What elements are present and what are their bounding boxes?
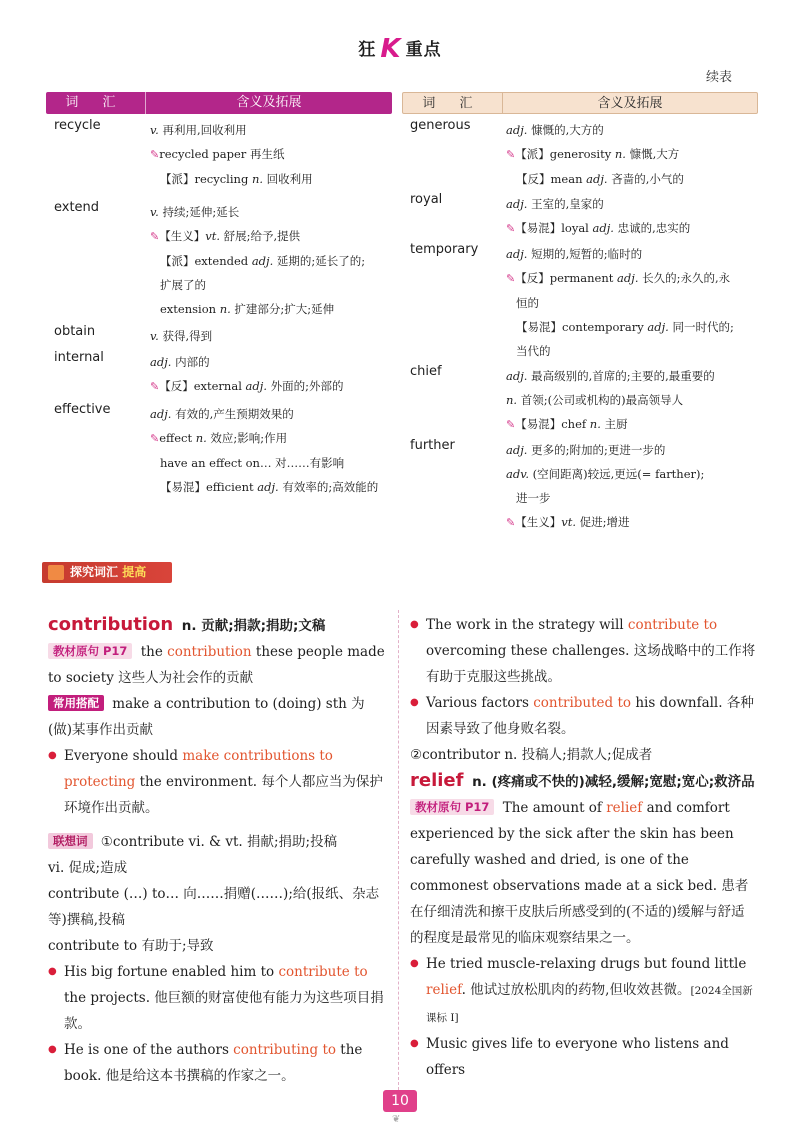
part-of-speech: adj. <box>150 355 172 369</box>
definition-text: 【反】permanent <box>515 271 618 285</box>
table-header <box>46 92 392 114</box>
text: His big fortune enabled him to <box>64 964 279 980</box>
definition-line <box>506 142 758 167</box>
definition-line <box>506 315 758 339</box>
definition-text: 【易混】chef <box>515 417 590 431</box>
definition-line <box>506 242 758 266</box>
vocab-word: recycle <box>54 118 101 133</box>
headword-line <box>410 768 756 795</box>
definition-text: 【易混】loyal <box>515 221 593 235</box>
related-line: ②contributor n. 投稿人;捐款人;促成者 <box>410 747 653 763</box>
page-number: 10 <box>383 1090 417 1112</box>
definition-text: 内部的 <box>171 355 210 369</box>
definition-text: 最高级别的,首席的;主要的,最重要的 <box>527 369 715 383</box>
definition-line <box>506 266 758 291</box>
continued-label: 续表 <box>705 70 732 85</box>
part-of-speech: adj. <box>257 480 279 494</box>
text: the projects. 他巨额的财富使他有能力为这些项目捐款。 <box>64 990 384 1032</box>
text: these people made to society 这些人为社会作的贡献 <box>48 644 385 686</box>
part-of-speech: vt. <box>205 229 220 243</box>
definition-text: 慷慨,大方 <box>625 147 680 161</box>
right-column <box>410 612 756 1083</box>
example-sentence: ● Music gives life to everyone who listens and offers <box>410 1031 756 1083</box>
vocab-word: temporary <box>410 242 479 257</box>
definition-text: 【反】external <box>159 379 246 393</box>
definition-text: 再利用,回收利用 <box>158 123 247 137</box>
part-of-speech: n. <box>219 302 231 316</box>
definition-text: 【派】extended <box>160 254 252 268</box>
headword-definition: n. 贡献;捐款;捐助;文稿 <box>181 618 326 634</box>
text: overcoming these challenges. 这场战略中的工作将有助于克服这些挑战。 <box>426 643 756 685</box>
highlight: relief <box>426 982 462 998</box>
definition-text: 持续;延伸;延长 <box>158 205 240 219</box>
definition-line <box>150 142 392 167</box>
part-of-speech: adv. <box>506 467 530 481</box>
definition-text: effect <box>159 431 196 445</box>
definition-line <box>150 475 392 499</box>
part-of-speech: adj. <box>150 407 172 421</box>
source-sentence <box>48 639 388 691</box>
definition-text: 【派】recycling <box>160 172 252 186</box>
definition-text: 舒展;给予,提供 <box>220 229 301 243</box>
pen-icon: ✎ <box>506 222 516 235</box>
collocation <box>48 691 388 743</box>
vocab-definitions <box>150 118 392 191</box>
headword: contribution <box>48 614 174 635</box>
definition-line <box>506 462 758 486</box>
vocab-definitions <box>506 364 758 437</box>
highlight: contribute to <box>627 617 718 633</box>
definition-line <box>506 291 758 315</box>
text: Everyone should <box>64 748 183 764</box>
definition-text: 【易混】efficient <box>160 480 258 494</box>
highlight: make contributions to protecting <box>64 748 333 790</box>
definition-text: 王室的,皇家的 <box>527 197 604 211</box>
definition-text: extension <box>160 302 220 316</box>
col-word-header: 词 汇 <box>403 93 503 113</box>
part-of-speech: n. <box>195 431 207 445</box>
vocab-word: extend <box>54 200 100 215</box>
definition-line <box>150 249 392 273</box>
definition-line <box>506 167 758 191</box>
definition-text: 主厨 <box>600 417 628 431</box>
text: the book. 他是给这本书撰稿的作家之一。 <box>64 1042 363 1084</box>
part-of-speech: n. <box>589 417 601 431</box>
definition-line <box>150 200 392 224</box>
part-of-speech: v. <box>150 123 159 137</box>
part-of-speech: adj. <box>506 123 528 137</box>
definition-text: 忠诚的,忠实的 <box>613 221 691 235</box>
definition-line <box>150 167 392 191</box>
part-of-speech: n. <box>506 393 518 407</box>
headword-line <box>48 612 388 639</box>
pen-icon: ✎ <box>506 516 516 529</box>
text: his downfall. 各种因素导致了他身败名裂。 <box>426 695 754 737</box>
definition-text: 外面的;外部的 <box>266 379 344 393</box>
column-divider <box>398 610 399 1090</box>
definition-line <box>506 118 758 142</box>
vocab-table-left <box>46 92 392 494</box>
definition-text: 扩建部分;扩大;延伸 <box>230 302 335 316</box>
definition-text: 更多的;附加的;更进一步的 <box>527 443 666 457</box>
definition-text: have an effect on… 对……有影响 <box>160 456 345 470</box>
text: make a contribution to (doing) sth 为(做)某事作出贡献 <box>48 696 365 738</box>
vocab-word: chief <box>410 364 442 379</box>
vocab-definitions <box>506 118 758 191</box>
definition-text: (空间距离)较远,更远(= farther); <box>529 467 705 481</box>
part-of-speech: n. <box>251 172 264 186</box>
text: the <box>136 644 168 660</box>
section-label-highlight: 提高 <box>122 565 147 579</box>
text: He tried muscle-relaxing drugs but found little <box>426 956 747 972</box>
related-tag: 联想词 <box>48 833 93 849</box>
text: He is one of the authors <box>64 1042 234 1058</box>
part-of-speech: adj. <box>506 369 528 383</box>
bird-ornament-icon: ❦ <box>392 1114 401 1125</box>
text: ①contribute vi. & vt. 捐献;捐助;投稿 <box>96 834 338 850</box>
definition-text: 有效的,产生预期效果的 <box>171 407 294 421</box>
vocab-word: royal <box>410 192 443 207</box>
definition-line <box>150 224 392 249</box>
definition-text: 进一步 <box>516 491 551 505</box>
example-sentence <box>410 951 756 1031</box>
vocab-word: generous <box>410 118 471 133</box>
definition-text: 同一时代的; <box>668 320 734 334</box>
pen-icon: ✎ <box>150 148 160 161</box>
part-of-speech: adj. <box>586 172 608 186</box>
definition-line <box>150 324 392 348</box>
col-meaning-header: 含义及拓展 <box>236 95 302 110</box>
part-of-speech: adj. <box>647 320 669 334</box>
definition-line <box>506 510 758 535</box>
related-line: vi. 促成;造成 <box>48 860 128 876</box>
definition-text: 有效率的;高效能的 <box>278 480 379 494</box>
part-of-speech: adj. <box>506 197 528 211</box>
text: The work in the strategy will <box>426 617 628 633</box>
part-of-speech: n. <box>614 147 626 161</box>
part-of-speech: adj. <box>245 379 267 393</box>
page-header <box>0 32 800 62</box>
definition-text: 恒的 <box>516 296 539 310</box>
definition-text: 短期的,短暂的;临时的 <box>527 247 643 261</box>
definition-line <box>506 412 758 437</box>
definition-text: 【易混】contemporary <box>516 320 648 334</box>
left-column <box>48 612 388 1089</box>
highlight: relief <box>606 800 643 816</box>
pen-icon: ✎ <box>506 418 516 431</box>
related-line: contribute to 有助于;导致 <box>48 938 214 954</box>
definition-text: 获得,得到 <box>158 329 213 343</box>
table-header <box>402 92 758 114</box>
vocab-definitions <box>150 200 392 321</box>
example-sentence <box>48 743 388 821</box>
header-left: 狂 <box>358 40 377 60</box>
example-sentence <box>410 690 756 742</box>
definition-line <box>150 402 392 426</box>
definition-line <box>506 364 758 388</box>
vocab-definitions <box>150 350 392 399</box>
related-words <box>48 829 388 855</box>
text: . 他试过放松肌肉的药物,但收效甚微。 <box>461 982 691 998</box>
definition-text: 当代的 <box>516 344 551 358</box>
headword: relief <box>410 770 464 791</box>
pen-icon: ✎ <box>506 272 516 285</box>
highlight: contribution <box>167 644 252 660</box>
definition-text: recycled paper 再生纸 <box>159 147 285 161</box>
vocab-table-right <box>402 92 758 529</box>
definition-line <box>150 426 392 451</box>
col-meaning-header: 含义及拓展 <box>597 96 663 111</box>
definition-text: 【反】mean <box>516 172 587 186</box>
vocab-definitions <box>506 242 758 363</box>
part-of-speech: v. <box>150 329 159 343</box>
definition-text: 首领;(公司或机构的)最高领导人 <box>517 393 684 407</box>
vocab-word: internal <box>54 350 104 365</box>
pen-icon: ✎ <box>506 148 516 161</box>
text: Various factors <box>426 695 534 711</box>
example-sentence <box>48 1037 388 1089</box>
definition-line <box>150 350 392 374</box>
vocab-definitions <box>506 438 758 535</box>
related-line: contribute (…) to… 向……捐赠(……);给(报纸、杂志等)撰稿,投稿 <box>48 886 380 928</box>
pen-icon: ✎ <box>150 432 160 445</box>
definition-line <box>506 339 758 363</box>
definition-text: 效应;影响;作用 <box>206 431 288 445</box>
book-icon <box>48 565 64 580</box>
collocation-tag: 常用搭配 <box>48 695 104 711</box>
part-of-speech: vt. <box>561 515 576 529</box>
text: and comfort experienced by the sick after the skin has been carefully washed and dried, is one of the commonest observations made at a sick bed. 患者在仔细清洗和擦干皮肤后所感受到的(不适的)缓解与舒适的程度是最常见的临床观察结果之一。 <box>410 800 749 946</box>
exam-source: [2024全国新课标 I] <box>426 985 753 1024</box>
part-of-speech: adj. <box>506 443 528 457</box>
highlight: contribute to <box>278 964 368 980</box>
example-sentence <box>410 612 756 690</box>
definition-text: 延期的;延长了的; <box>273 254 366 268</box>
definition-line <box>506 438 758 462</box>
part-of-speech: v. <box>150 205 159 219</box>
part-of-speech: adj. <box>251 254 274 268</box>
definition-text: 吝啬的,小气的 <box>607 172 684 186</box>
vocab-word: further <box>410 438 455 453</box>
vocab-word: obtain <box>54 324 96 339</box>
definition-text: 长久的;永久的,永 <box>638 271 731 285</box>
definition-line <box>150 297 392 321</box>
col-word-header: 词 汇 <box>46 92 146 114</box>
highlight: contributing to <box>233 1042 337 1058</box>
highlight: contributed to <box>533 695 632 711</box>
vocab-definitions <box>150 324 392 348</box>
header-right: 重点 <box>405 40 442 60</box>
source-sentence <box>410 795 756 951</box>
definition-line <box>506 192 758 216</box>
pen-icon: ✎ <box>150 230 160 243</box>
definition-text: 扩展了的 <box>160 278 206 292</box>
definition-line <box>506 388 758 412</box>
section-label-text: 探究词汇 <box>70 565 123 579</box>
part-of-speech: adj. <box>506 247 528 261</box>
definition-text: 【生义】 <box>159 229 206 243</box>
headword-definition: n. (疼痛或不快的)减轻,缓解;宽慰;宽心;救济品 <box>472 774 755 790</box>
part-of-speech: adj. <box>592 221 614 235</box>
part-of-speech: adj. <box>617 271 639 285</box>
pen-icon: ✎ <box>150 380 160 393</box>
example-sentence <box>48 959 388 1037</box>
vocab-word: effective <box>54 402 111 417</box>
definition-line <box>506 216 758 241</box>
definition-text: 促进;增进 <box>576 515 630 529</box>
definition-text: 回收利用 <box>263 172 313 186</box>
text: the environment. 每个人都应当为保护环境作出贡献。 <box>64 774 383 816</box>
definition-text: 慷慨的,大方的 <box>527 123 604 137</box>
definition-line <box>150 374 392 399</box>
section-label <box>42 562 172 583</box>
k-logo: K <box>380 34 402 64</box>
definition-line <box>150 451 392 475</box>
source-tag: 教材原句 P17 <box>48 643 132 659</box>
definition-line <box>150 118 392 142</box>
source-tag: 教材原句 P17 <box>410 799 494 815</box>
text: The amount of <box>498 800 607 816</box>
vocab-definitions <box>150 402 392 499</box>
definition-line <box>150 273 392 297</box>
vocab-definitions <box>506 192 758 241</box>
definition-text: 【派】generosity <box>515 147 615 161</box>
definition-line <box>506 486 758 510</box>
definition-text: 【生义】 <box>515 515 562 529</box>
